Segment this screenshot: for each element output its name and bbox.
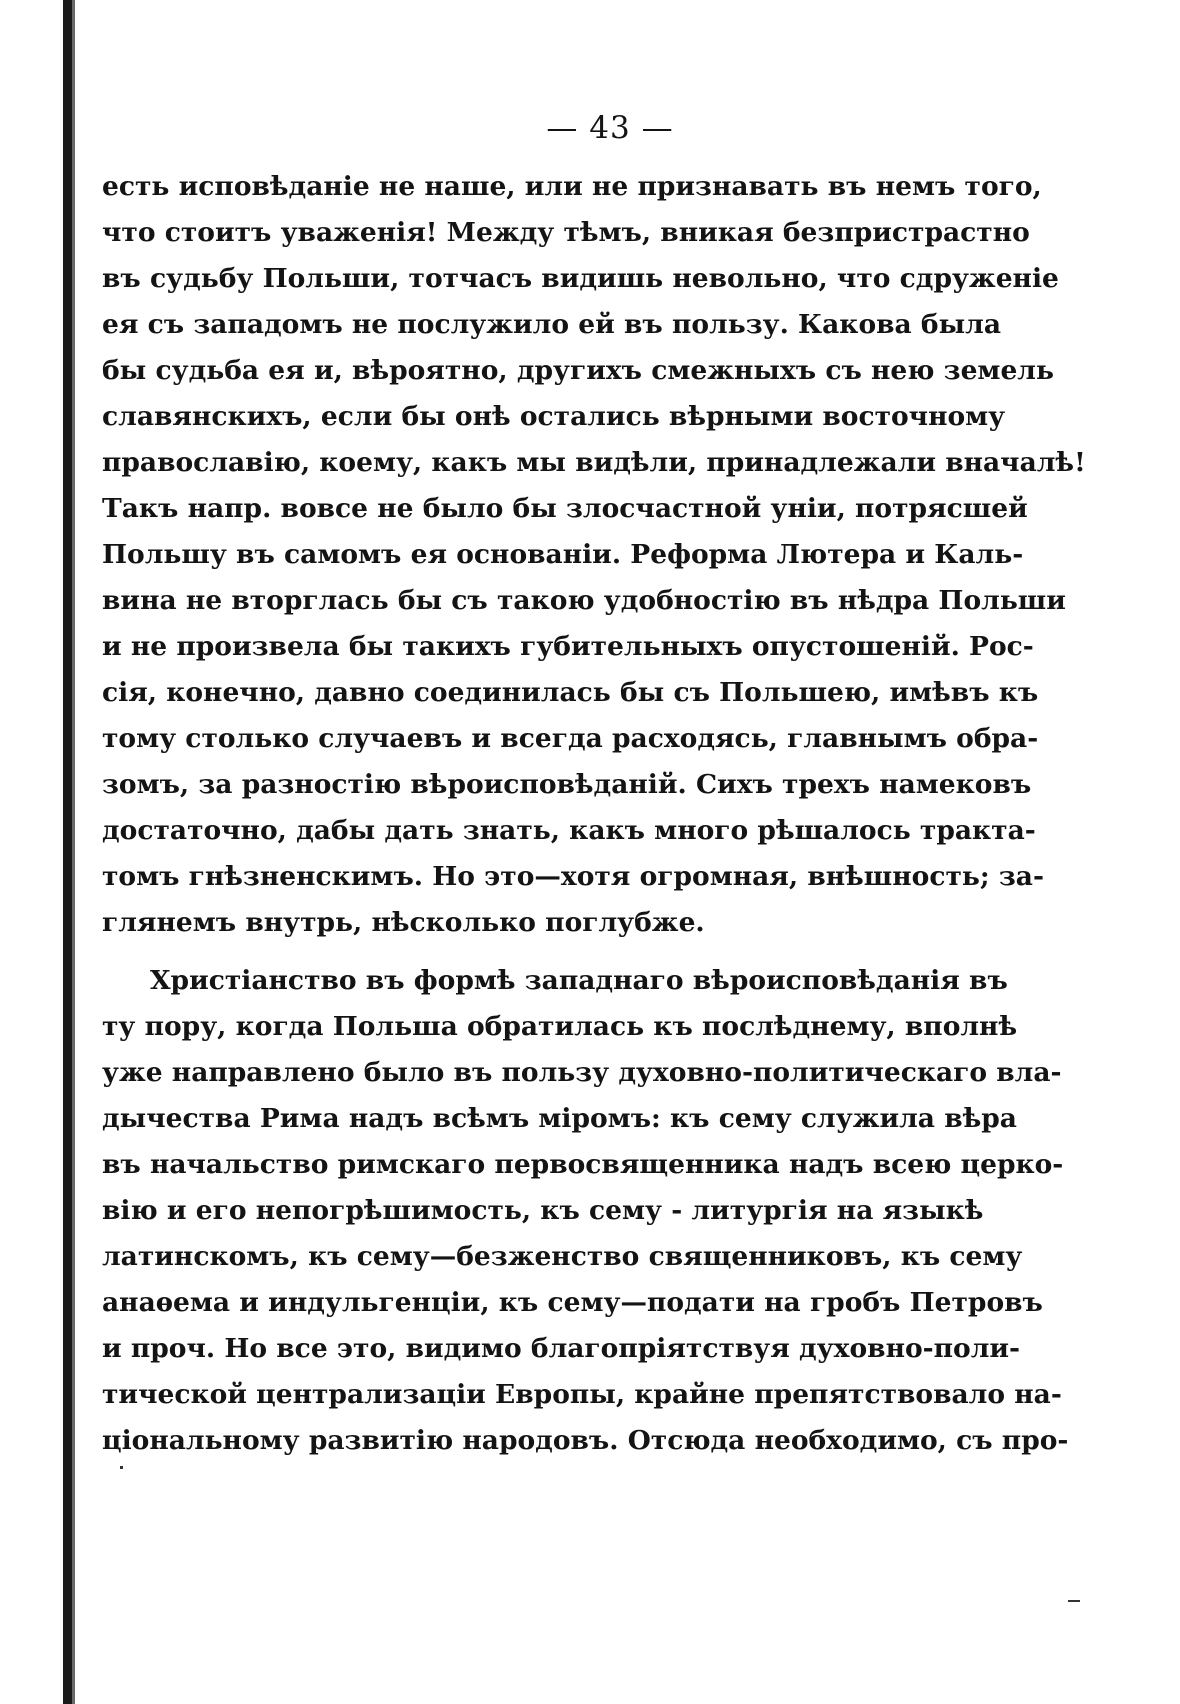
text-line: латинскомъ, къ сему—безженство священниковъ, къ сему [102, 1241, 1023, 1272]
text-line: что стоитъ уваженія! Между тѣмъ, вникая безпристрастно [102, 217, 1030, 248]
text-line: православію, коему, какъ мы видѣли, принадлежали вначалѣ! [102, 447, 1086, 478]
text-line-content: Христіанство въ формѣ западнаго вѣроисповѣданія въ [150, 965, 1008, 996]
text-line: въ начальство римскаго первосвященника надъ всею церко- [102, 1149, 1064, 1180]
text-line: и проч. Но все это, видимо благопріятствуя духовно-поли- [102, 1333, 1021, 1364]
page-binding-edge [63, 0, 72, 1704]
text-line: и не произвела бы такихъ губительныхъ опустошеній. Рос- [102, 631, 1034, 662]
text-line: тической централизаціи Европы, крайне препятствовало на- [102, 1379, 1062, 1410]
text-line: анаѳема и индульгенціи, къ сему—подати на гробъ Петровъ [102, 1287, 1043, 1318]
text-line: тому столько случаевъ и всегда расходясь, главнымъ обра- [102, 723, 1039, 754]
text-line: дычества Рима надъ всѣмъ міромъ: къ сему служила вѣра [102, 1103, 1017, 1134]
page-number: — 43 — [546, 110, 674, 146]
text-line-indented [102, 958, 1008, 1004]
scan-speck [1068, 1600, 1080, 1602]
paragraph-gap [102, 946, 936, 958]
text-line: Польшу въ самомъ ея основаніи. Реформа Лютера и Каль- [102, 539, 1024, 570]
text-line: есть исповѣданіе не наше, или не признавать въ немъ того, [102, 171, 1042, 202]
page-binding-shadow [72, 0, 75, 1704]
text-line: глянемъ внутрь, нѣсколько поглубже. [102, 907, 705, 938]
text-line: достаточно, дабы дать знать, какъ много рѣшалось тракта- [102, 815, 1036, 846]
text-line: славянскихъ, если бы онѣ остались вѣрными восточному [102, 401, 1006, 432]
text-line: въ судьбу Польши, тотчасъ видишь невольно, что сдруженіе [102, 263, 1059, 294]
text-line: вина не вторглась бы съ такою удобностію въ нѣдра Польши [102, 585, 1066, 616]
text-line: сія, конечно, давно соединилась бы съ Польшею, имѣвъ къ [102, 677, 1039, 708]
text-line: ту пору, когда Польша обратилась къ послѣднему, вполнѣ [102, 1011, 1018, 1042]
text-line: вію и его непогрѣшимость, къ сему - литургія на языкѣ [102, 1195, 984, 1226]
text-line: томъ гнѣзненскимъ. Но это—хотя огромная, внѣшность; за- [102, 861, 1044, 892]
text-line: ціональному развитію народовъ. Отсюда необходимо, съ про- [102, 1425, 1069, 1456]
text-line: уже направлено было въ пользу духовно-политическаго вла- [102, 1057, 1062, 1088]
text-line: ея съ западомъ не послужило ей въ пользу. Какова была [102, 309, 1002, 340]
scan-speck [120, 1466, 123, 1469]
text-line: бы судьба ея и, вѣроятно, другихъ смежныхъ съ нею земель [102, 355, 1054, 386]
text-line: зомъ, за разностію вѣроисповѣданій. Сихъ трехъ намековъ [102, 769, 1032, 800]
text-line: Такъ напр. вовсе не было бы злосчастной уніи, потрясшей [102, 493, 1028, 524]
body-text [102, 164, 1086, 1464]
